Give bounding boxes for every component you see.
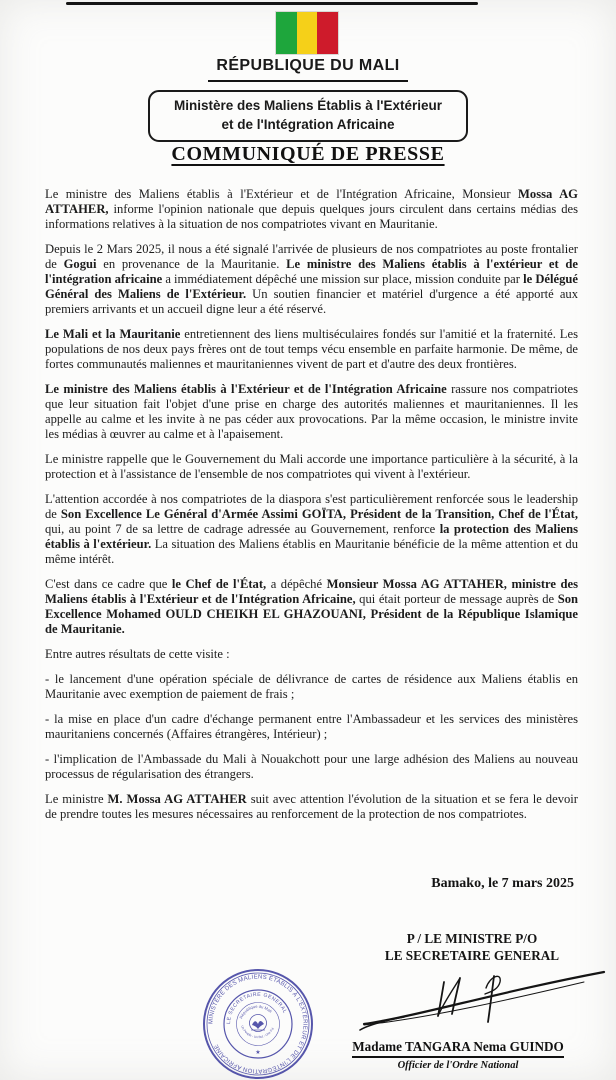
official-stamp (194, 962, 322, 1080)
dateline: Bamako, le 7 mars 2025 (431, 876, 574, 891)
list-item-exchange-framework: - la mise en place d'un cadre d'échange permanent entre l'Ambassadeur et les services des ministères mauritaniens concernés (Affaires étrangères, Intérieur) ; (45, 712, 578, 741)
republic-title: RÉPUBLIQUE DU MALI (216, 57, 400, 74)
list-item-embassy-involvement: - l'implication de l'Ambassade du Mali à Nouakchott pour une large adhésion des Maliens au nouveau processus de régularisation des étrangers. (45, 752, 578, 781)
mali-flag (276, 12, 338, 54)
document-title (0, 143, 616, 166)
paragraph-leadership: L'attention accordée à nos compatriotes de la diaspora s'est particulièrement renforcée sous le leadership de Son Excellence Le Général d'Armée Assimi GOÏTA, Président de la Transition, Chef de l'État, qui, au point 7 de sa lettre de cadrage adressée au Gouvernement, renforce la protection des Maliens établis à l'extérieur. La situation des Maliens établis en Mauritanie bénéficie de la même attention et du même intérêt. (45, 492, 579, 566)
republic-underline (208, 80, 408, 82)
ministry-line1: Ministère des Maliens Établis à l'Extérieur (173, 98, 443, 113)
flag-stripe-green (276, 12, 297, 54)
stamp-center-top-text: République du Mali (238, 1003, 274, 1020)
signer-block-line1: P / LE MINISTRE P/O (406, 931, 538, 946)
stamp-emblem-icon (250, 1015, 267, 1032)
document-title-text: COMMUNIQUÉ DE PRESSE (171, 143, 445, 165)
signer-block-line2: LE SECRETAIRE GENERAL (384, 948, 560, 963)
paragraph-government: Le ministre rappelle que le Gouvernement du Mali accorde une importance particulière à la sécurité, à la protection et à l'assistance de l'ensemble de nos compatriotes qui vivent à l'extérieur. (45, 452, 578, 481)
handwritten-signature (358, 958, 610, 1038)
paragraph-friendship: Le Mali et la Mauritanie entretiennent des liens multiséculaires fondés sur l'amitié et la fraternité. Les populations de nos deux pays frères ont de tout temps vécu ensemble en parfaite harmonie. De même, de fortes communautés maliennes et mauritaniennes vivent de part et d'autre des deux frontières. (45, 327, 578, 371)
svg-text:République du Mali (238, 1004, 273, 1020)
paragraph-results-intro: Entre autres résultats de cette visite : (45, 647, 230, 661)
signer-name-block (337, 1038, 579, 1071)
stamp-outer-text: MINISTÈRE DES MALIENS ÉTABLIS À L'EXTÉRIEUR ET DE L'INTÉGRATION AFRICAINE (208, 974, 308, 1074)
paragraph-arrivals: Depuis le 2 Mars 2025, il nous a été signalé l'arrivée de plusieurs de nos compatriotes au poste frontalier de Gogui en provenance de la Mauritanie. Le ministre des Maliens établis à l'extérieur et de l'intégration africaine a immédiatement dépêché une mission sur place, mission conduite par le Délégué Général des Maliens de l'Extérieur. Un soutien financier et matériel d'urgence a été apporté aux premiers arrivants et un accueil digne leur a été réservé. (45, 242, 578, 316)
document-body (45, 187, 578, 832)
stamp-center-bottom-text: Un Peuple - Un But - Une Foi (240, 1024, 275, 1040)
signer-role: Officier de l'Ordre National (397, 1060, 519, 1071)
flag-stripe-red (317, 12, 338, 54)
ministry-line2: et de l'Intégration Africaine (221, 116, 395, 132)
paragraph-intro: Le ministre des Maliens établis à l'Extérieur et de l'Intégration Africaine, Monsieur Mossa AG ATTAHER, informe l'opinion nationale que depuis quelques jours circulent dans certains médias des informations relatives à la situation de nos compatriotes vivant en Mauritanie. (45, 187, 578, 231)
list-item-residence-cards: - le lancement d'une opération spéciale de délivrance de cartes de résidence aux Maliens établis en Mauritanie avec exemption de paiement de frais ; (45, 672, 578, 701)
signer-name: Madame TANGARA Nema GUINDO (352, 1039, 564, 1058)
paragraph-reassurance: Le ministre des Maliens établis à l'Extérieur et de l'Intégration Africaine rassure nos compatriotes que leur situation fait l'objet d'une prise en charge des autorités maliennes et mauritaniennes. Il les appelle au calme et les invite à ne pas céder aux provocations. Par la même occasion, le ministre invite les médias à œuvrer au calme et à l'apaisement. (45, 382, 579, 441)
flag-stripe-yellow (297, 12, 318, 54)
ministry-box (148, 90, 468, 142)
top-rule (66, 2, 478, 5)
paragraph-mission: C'est dans ce cadre que le Chef de l'État, a dépêché Monsieur Mossa AG ATTAHER, ministre des Maliens établis à l'Extérieur et de l'Intégration Africaine, qui était porteur de message auprès de Son Excellence Mohamed OULD CHEIKH EL GHAZOUANI, Président de la République Islamique de Mauritanie. (45, 577, 578, 636)
stamp-star-icon: ★ (255, 1050, 261, 1056)
stamp-inner-text: LE SECRETAIRE GENERAL (225, 991, 288, 1025)
paragraph-closing: Le ministre M. Mossa AG ATTAHER suit avec attention l'évolution de la situation et se fera le devoir de prendre toutes les mesures nécessaires au renforcement de la protection de nos compatriotes. (45, 792, 578, 821)
